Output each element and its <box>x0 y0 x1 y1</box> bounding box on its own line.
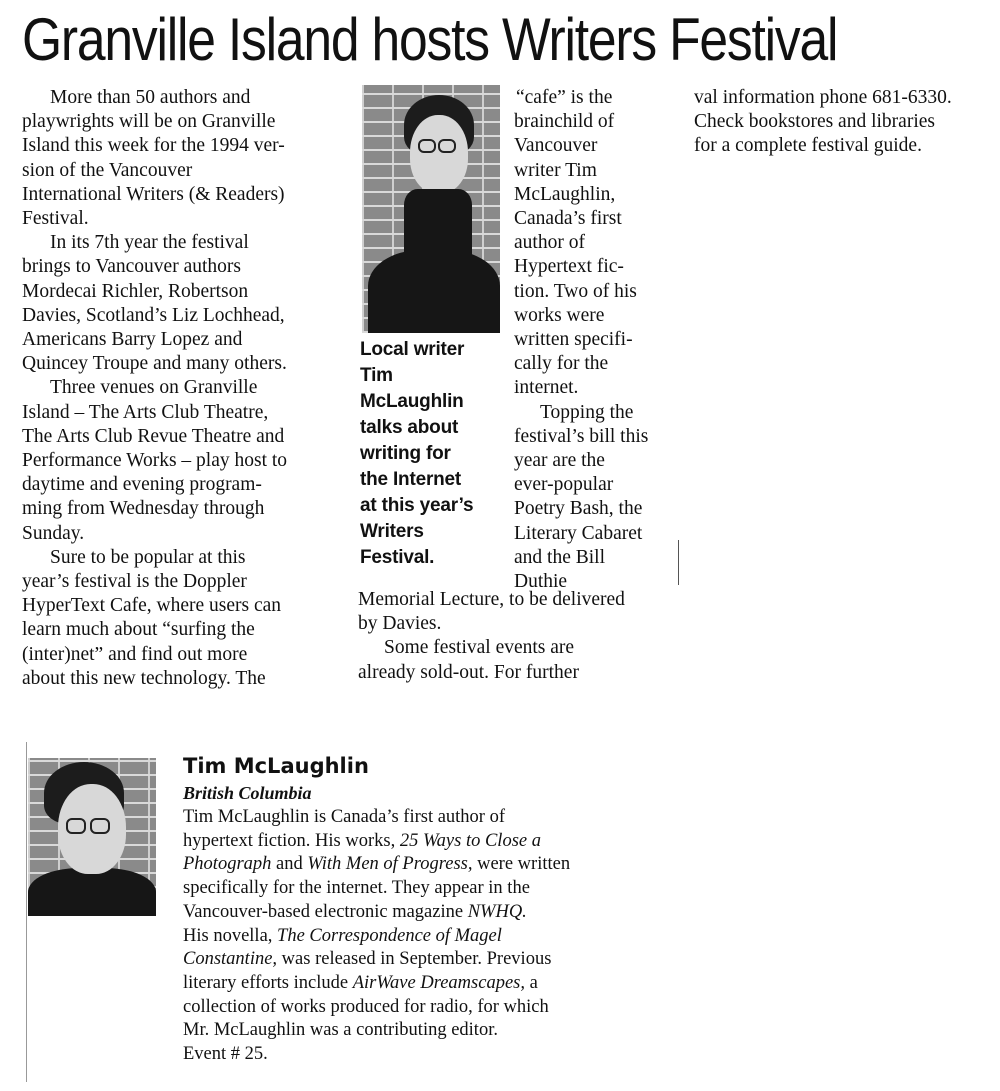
coat-shape <box>28 868 156 916</box>
text-line: Literary Cabaret <box>514 522 643 544</box>
bio-text-span: was released in September. Previous <box>277 949 552 970</box>
text-line: Memorial Lecture, to be delivered <box>358 589 625 610</box>
bio-text-span: Vancouver-based electronic magazine <box>183 901 468 922</box>
text-line: internet. <box>514 377 579 399</box>
book-title: With Men of Progress, <box>307 854 473 875</box>
text-line: brainchild of <box>514 111 615 133</box>
bio-line <box>183 853 583 877</box>
glasses-icon <box>66 818 86 834</box>
book-title: AirWave Dreamscapes, <box>352 972 525 993</box>
text-line: year are the <box>514 450 605 472</box>
text-line: Poetry Bash, the <box>514 498 643 520</box>
bio-text-span: literary efforts include <box>183 972 353 993</box>
collar-shape <box>404 189 472 269</box>
text-line: by Davies. <box>358 613 442 635</box>
section-rule <box>26 742 27 1082</box>
bio-line <box>183 830 583 854</box>
text-line: about this new technology. The <box>22 667 266 689</box>
author-photo <box>362 85 500 333</box>
bio-line: Event # 25. <box>183 1044 268 1065</box>
text-line: Quincey Troupe and many others. <box>22 353 287 375</box>
text-line: Three venues on Granville <box>50 377 258 399</box>
text-line: Performance Works – play host to <box>22 450 288 472</box>
text-line: Some festival events are <box>384 637 575 659</box>
text-line: writer Tim <box>514 159 597 181</box>
text-line: Check bookstores and libraries <box>694 111 935 133</box>
text-line: Sunday. <box>22 522 85 544</box>
caption-line: the Internet <box>360 469 462 490</box>
column-4 <box>694 86 994 159</box>
column-2-continuation <box>358 588 678 685</box>
text-line: and the Bill <box>514 546 605 568</box>
bio-photo <box>28 758 156 916</box>
bio-line: specifically for the internet. They appear in the <box>183 878 530 899</box>
text-line: International Writers (& Readers) <box>22 183 285 205</box>
text-line: The Arts Club Revue Theatre and <box>22 425 285 447</box>
bio-line <box>183 972 583 996</box>
text-line: Sure to be popular at this <box>50 546 246 568</box>
bio-name: Tim McLaughlin <box>183 754 369 778</box>
book-title: The Correspondence of Magel <box>277 925 502 946</box>
text-line: learn much about “surfing the <box>22 619 255 641</box>
book-title: 25 Ways to Close a <box>399 830 541 851</box>
text-line: McLaughlin, <box>514 183 616 205</box>
text-line: brings to Vancouver authors <box>22 256 241 278</box>
bio-text-span: were written <box>472 854 571 875</box>
bio-line <box>183 948 583 972</box>
caption-line: at this year’s <box>360 495 474 516</box>
text-line: (inter)net” and find out more <box>22 643 248 665</box>
bio-text <box>183 806 583 1067</box>
text-line: Vancouver <box>514 135 598 157</box>
caption-line: talks about <box>360 417 459 438</box>
bio-text-span: His novella, <box>183 925 278 946</box>
bio-region: British Columbia <box>183 783 312 803</box>
bio-line <box>183 901 583 925</box>
book-title: Constantine, <box>183 949 278 970</box>
bio-line: Tim McLaughlin is Canada’s first author of <box>183 807 506 827</box>
text-line: Topping the <box>540 401 634 423</box>
text-line: Festival. <box>22 208 89 230</box>
text-line: Island this week for the 1994 ver- <box>22 135 285 157</box>
text-line: In its 7th year the festival <box>50 232 249 254</box>
caption-line: writing for <box>360 443 451 464</box>
caption-line: Writers <box>360 521 424 542</box>
text-line: Davies, Scotland’s Liz Lochhead, <box>22 304 285 326</box>
magazine-title: NWHQ. <box>467 901 527 922</box>
caption-line: Tim <box>360 365 393 386</box>
caption-line: McLaughlin <box>360 391 464 412</box>
text-line: ming from Wednesday through <box>22 498 265 520</box>
text-line: HyperText Cafe, where users can <box>22 595 282 617</box>
text-line: sion of the Vancouver <box>22 159 193 181</box>
text-line: Island – The Arts Club Theatre, <box>22 401 269 423</box>
text-line: works were <box>514 304 605 326</box>
text-line: Hypertext fic- <box>514 256 624 278</box>
text-line: cally for the <box>514 353 609 375</box>
text-line: ever-popular <box>514 474 614 496</box>
headline: Granville Island hosts Writers Festival <box>22 6 838 73</box>
bio-text-span: a <box>525 972 538 993</box>
bio-text-span: hypertext fiction. His works, <box>183 830 400 851</box>
text-line: More than 50 authors and <box>50 87 251 108</box>
glasses-icon <box>418 139 436 153</box>
column-rule <box>678 540 679 585</box>
text-line: year’s festival is the Doppler <box>22 571 247 593</box>
glasses-icon <box>438 139 456 153</box>
text-line: Duthie <box>514 571 568 593</box>
bio-line: collection of works produced for radio, for which <box>183 996 549 1017</box>
bio-line <box>183 925 583 949</box>
text-line: Mordecai Richler, Robertson <box>22 280 249 302</box>
text-line: playwrights will be on Granville <box>22 111 276 133</box>
column-3 <box>514 86 674 594</box>
bio-line: Mr. McLaughlin was a contributing editor. <box>183 1020 498 1041</box>
text-line: festival’s bill this <box>514 425 649 447</box>
text-line: already sold-out. For further <box>358 661 579 683</box>
column-1 <box>22 86 342 691</box>
text-line: Americans Barry Lopez and <box>22 329 243 351</box>
caption-line: Festival. <box>360 547 435 568</box>
glasses-icon <box>90 818 110 834</box>
text-line: for a complete festival guide. <box>694 135 922 157</box>
text-line: val information phone 681-6330. <box>694 87 952 108</box>
caption-line: Local writer <box>360 339 465 360</box>
book-title: Photograph <box>183 854 272 875</box>
text-line: Canada’s first <box>514 208 622 230</box>
text-line: tion. Two of his <box>514 280 637 302</box>
text-line: “cafe” is the <box>516 87 613 108</box>
face-shape <box>410 115 468 193</box>
text-line: written specifi- <box>514 329 633 351</box>
text-line: author of <box>514 232 585 254</box>
bio-text-span: and <box>271 854 308 875</box>
photo-caption <box>360 337 500 571</box>
text-line: daytime and evening program- <box>22 474 262 496</box>
